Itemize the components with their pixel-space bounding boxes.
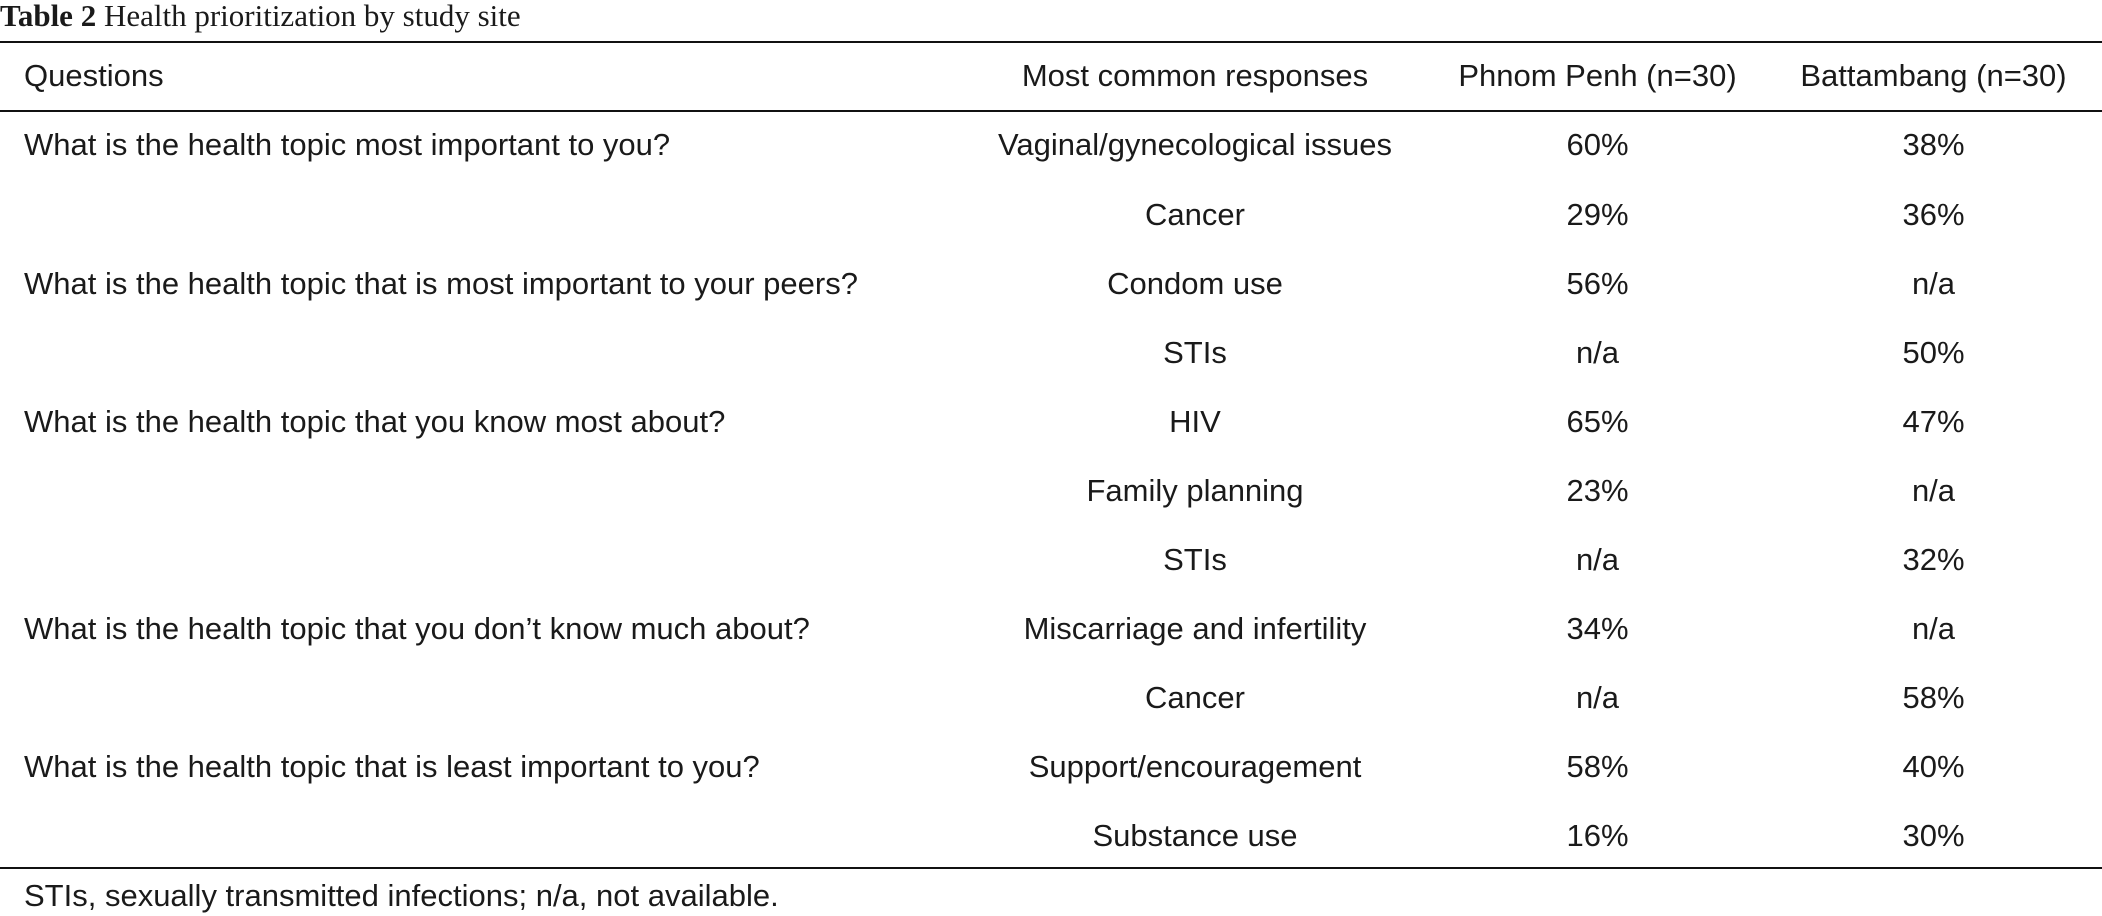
table-row — [0, 387, 2102, 456]
battambang-cell: n/a — [1911, 265, 1956, 301]
question-cell: What is the health topic most important to you? — [24, 127, 671, 162]
table-row — [0, 801, 2102, 870]
header-row — [0, 42, 2102, 110]
battambang-cell: 30% — [1902, 817, 1965, 853]
health-prioritization-table — [0, 42, 2102, 870]
question-cell: What is the health topic that you know most about? — [24, 403, 726, 439]
battambang-cell: 50% — [1902, 334, 1965, 370]
response-cell: Substance use — [1092, 817, 1298, 853]
table-row — [0, 663, 2102, 732]
question-cell — [0, 318, 960, 387]
response-cell: Support/encouragement — [1028, 748, 1362, 784]
table-footnote: STIs, sexually transmitted infections; n/a, not available. — [24, 878, 779, 913]
phnom-penh-cell: 58% — [1566, 748, 1629, 784]
question-cell — [0, 456, 960, 525]
question-cell: What is the health topic that is most important to your peers? — [24, 265, 858, 301]
table-title: Health prioritization by study site — [103, 0, 521, 33]
battambang-cell: 40% — [1902, 748, 1965, 784]
battambang-cell: 32% — [1902, 541, 1965, 577]
table-row — [0, 318, 2102, 387]
response-cell: HIV — [1169, 403, 1221, 439]
response-cell: Vaginal/gynecological issues — [997, 127, 1393, 162]
response-cell: STIs — [1163, 334, 1227, 370]
header-battambang: Battambang (n=30) — [1800, 58, 2067, 93]
response-cell: Family planning — [1086, 472, 1304, 508]
table-row — [0, 249, 2102, 318]
table-label: Table 2 — [0, 0, 97, 33]
table-caption — [0, 0, 521, 38]
table-row — [0, 180, 2102, 249]
response-cell: Condom use — [1107, 265, 1283, 301]
question-cell — [0, 801, 960, 870]
battambang-cell: n/a — [1911, 610, 1956, 646]
phnom-penh-cell: 56% — [1566, 265, 1629, 301]
response-cell: Cancer — [1145, 196, 1245, 232]
table-row — [0, 732, 2102, 801]
question-cell: What is the health topic that is least important to you? — [24, 748, 760, 784]
table-row — [0, 456, 2102, 525]
battambang-cell: 36% — [1902, 196, 1965, 232]
phnom-penh-cell: 60% — [1566, 127, 1629, 162]
battambang-cell: 58% — [1902, 679, 1965, 715]
table-body — [0, 110, 2102, 870]
response-cell: STIs — [1163, 541, 1227, 577]
table-row — [0, 110, 2102, 180]
phnom-penh-cell: 23% — [1566, 472, 1629, 508]
phnom-penh-cell: n/a — [1575, 679, 1620, 715]
header-questions: Questions — [24, 58, 164, 93]
phnom-penh-cell: 29% — [1566, 196, 1629, 232]
phnom-penh-cell: 65% — [1566, 403, 1629, 439]
header-phnom-penh: Phnom Penh (n=30) — [1458, 58, 1737, 93]
response-cell: Cancer — [1145, 679, 1245, 715]
table-row — [0, 525, 2102, 594]
table-row — [0, 594, 2102, 663]
response-cell: Miscarriage and infertility — [1023, 610, 1367, 646]
phnom-penh-cell: n/a — [1575, 334, 1620, 370]
question-cell — [0, 663, 960, 732]
battambang-cell: 47% — [1902, 403, 1965, 439]
battambang-cell: n/a — [1911, 472, 1956, 508]
battambang-cell: 38% — [1902, 127, 1965, 162]
phnom-penh-cell: 34% — [1566, 610, 1629, 646]
question-cell — [0, 180, 960, 249]
phnom-penh-cell: 16% — [1566, 817, 1629, 853]
phnom-penh-cell: n/a — [1575, 541, 1620, 577]
header-responses: Most common responses — [1021, 58, 1369, 93]
question-cell: What is the health topic that you don’t know much about? — [24, 610, 810, 646]
question-cell — [0, 525, 960, 594]
